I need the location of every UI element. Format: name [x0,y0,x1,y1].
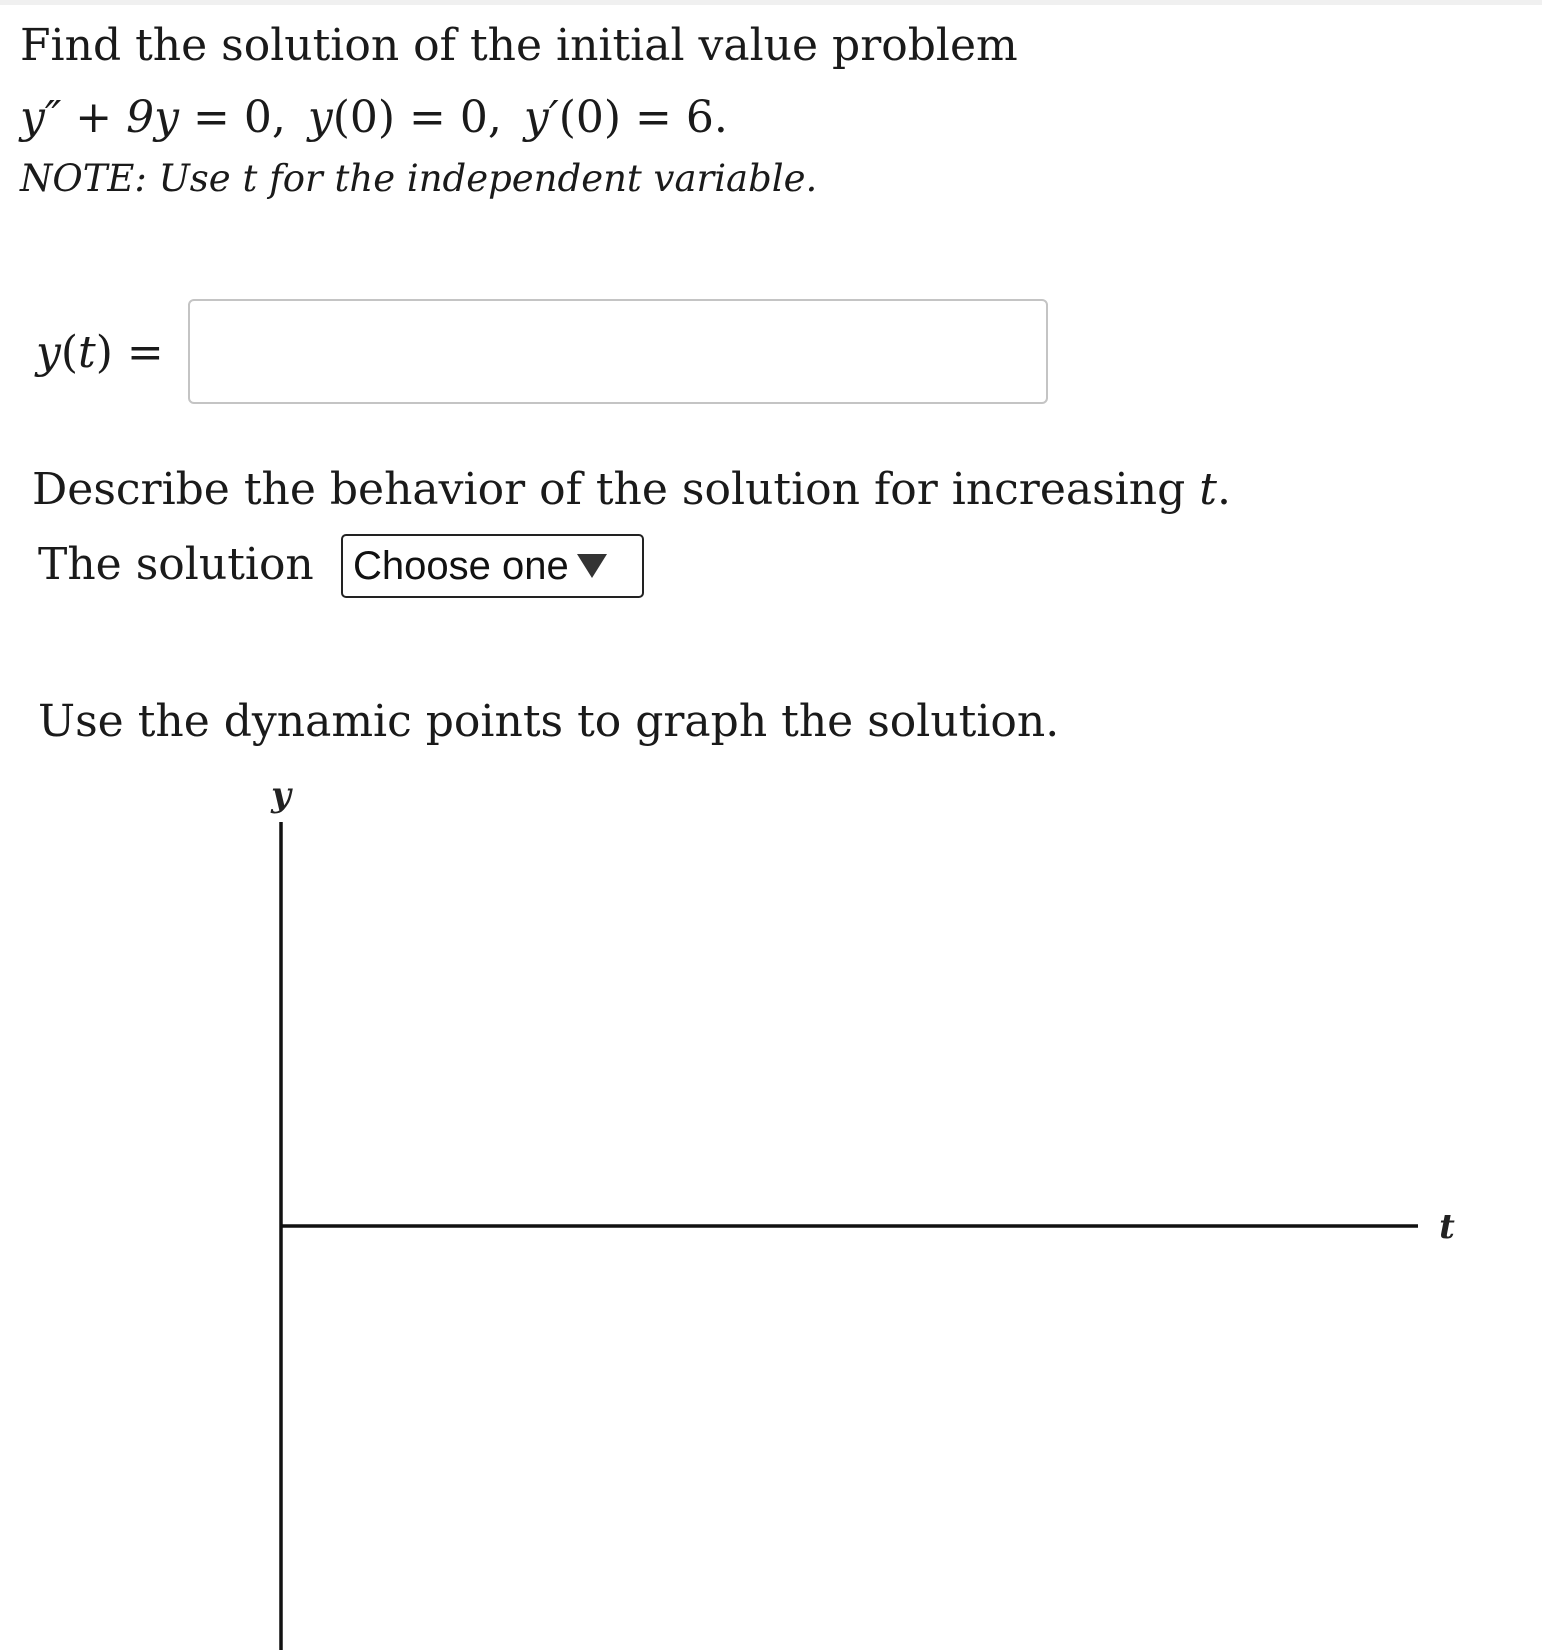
answer-label-open: ( [60,327,79,378]
graph-instruction: Use the dynamic points to graph the solution. [38,696,1060,747]
behavior-question-text: Describe the behavior of the solution for increasing [32,464,1200,515]
problem-prompt: Find the solution of the initial value problem [20,20,1018,71]
answer-label-var: t [78,327,96,378]
top-divider [0,0,1542,5]
problem-equation [20,90,728,146]
ode-rhs: = 0, [179,92,286,143]
behavior-dropdown-value: Choose one [353,543,569,588]
dropdown-caret-icon [577,554,607,578]
y-axis-label: y [271,775,291,815]
note-text: NOTE: Use t for the independent variable. [20,157,818,200]
solution-graph[interactable] [0,760,1542,1650]
ic2-rest: (0) = 6. [558,92,728,143]
answer-label [36,325,164,381]
ic2-fn: y′ [523,92,559,143]
ic1-fn: y [307,92,333,143]
ode-var: y [154,92,179,143]
behavior-question-end: . [1216,464,1231,515]
ic1-rest: (0) = 0, [332,92,502,143]
behavior-prefix: The solution [38,539,314,590]
answer-label-fn: y [36,327,61,378]
behavior-question-var: t [1199,464,1217,515]
t-axis-label: t [1439,1207,1455,1247]
ode-lhs: y″ + 9 [20,92,155,143]
behavior-question [32,462,1231,518]
answer-label-close: ) = [95,327,164,378]
solution-input[interactable] [188,299,1048,404]
behavior-dropdown[interactable] [341,534,644,598]
